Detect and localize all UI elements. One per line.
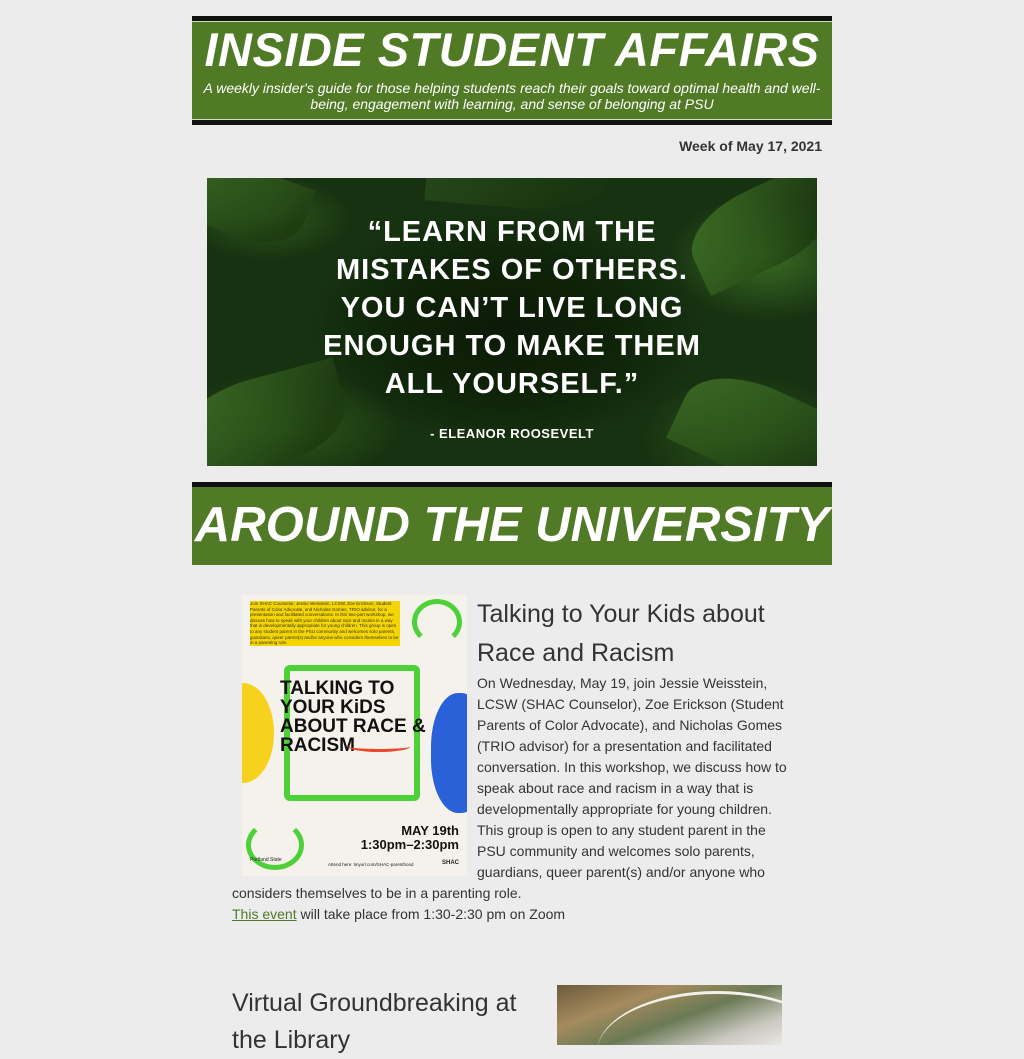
article-title: Virtual Groundbreaking at the Library	[232, 989, 517, 1054]
newsletter	[192, 16, 832, 1059]
event-poster	[242, 595, 467, 876]
article-talking-to-kids	[232, 595, 797, 925]
masthead-subtitle: A weekly insider's guide for those helping students reach their goals toward optimal health and well-being, engagement with learning, and sense of belonging at PSU	[203, 80, 821, 112]
arch-decoration	[597, 991, 782, 1045]
quote-author: - ELEANOR ROOSEVELT	[430, 426, 594, 441]
article-virtual-groundbreaking	[232, 985, 792, 1059]
quote-image	[207, 178, 817, 466]
article-footer	[232, 904, 797, 925]
masthead	[192, 16, 832, 125]
section-banner	[192, 482, 832, 565]
quote-text: “LEARN FROM THE MISTAKES OF OTHERS. YOU CAN’T LIVE LONG ENOUGH TO MAKE THEM ALL YOURSELF.”	[323, 216, 701, 400]
poster-fine-print: Join SHAC Counselor, Jessie Weisstein, LCSW, Zoe Erickson, Student Parents of Color Advocate, and Nicholas Gomes, TRIO advisor, for a presentation and facilitated conversations. In this two-part workshop, we discuss how to speak with your children about race and racism in a way that is developmentally appropriate for young children. This group is open to any student parent in the PSU community and welcomes solo parents, guardians, queer parent(s) and/or anyone who considers themselves to be in a parenting role.	[250, 601, 399, 646]
poster-date-time: 1:30pm–2:30pm	[360, 837, 459, 852]
leaf-decoration	[424, 178, 609, 216]
poster-title: TALKING TO YOUR KiDS ABOUT RACE & RACISM	[280, 678, 426, 756]
wavy-line-decoration	[348, 741, 410, 752]
poster-attend-link: Attend here: tinyurl.com/SHAC-parenthood	[328, 862, 414, 867]
week-date: Week of May 17, 2021	[679, 138, 822, 154]
poster-date	[361, 824, 459, 852]
masthead-title: INSIDE STUDENT AFFAIRS	[204, 23, 820, 76]
event-link[interactable]: This event	[232, 906, 297, 922]
section-title: AROUND THE UNIVERSITY	[194, 498, 830, 552]
poster-date-day: MAY 19th	[401, 823, 459, 838]
library-photo	[557, 985, 782, 1045]
article-title: Talking to Your Kids about Race and Racism	[477, 600, 765, 667]
shac-logo: SHAC	[441, 860, 459, 866]
yellow-blob-decoration	[242, 683, 274, 783]
event-footer-text: will take place from 1:30-2:30 pm on Zoom	[296, 906, 566, 922]
squiggle-decoration	[412, 599, 462, 645]
psu-logo: Portland State	[250, 857, 282, 863]
article-body: On Wednesday, May 19, join Jessie Weisstein, LCSW (SHAC Counselor), Zoe Erickson (Student Parents of Color Advocate), and Nicholas Gomes (TRIO advisor) for a presentation and facilitated conversation. In this workshop, we discuss how to speak about race and racism in a way that is developmentally appropriate for young children. This group is open to any student parent in the PSU community and welcomes solo parents, guardians, queer parent(s) and/or anyone who considers themselves to be in a parenting role.	[232, 675, 787, 901]
